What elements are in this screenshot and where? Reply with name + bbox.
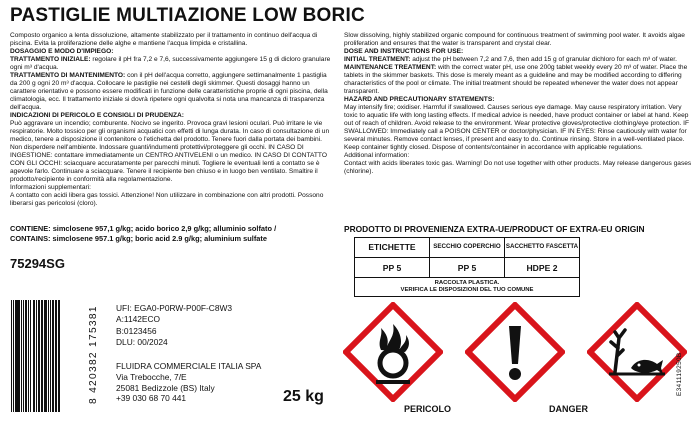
signal-word-italian: PERICOLO: [404, 404, 452, 414]
product-title: PASTIGLIE MULTIAZIONE LOW BORIC: [10, 5, 365, 26]
paragraph-lead: Informazioni supplementari:: [10, 184, 91, 191]
vertical-code: E341119250B: [676, 352, 683, 396]
recycling-value-labels: PP 5: [355, 258, 430, 277]
paragraph: [344, 32, 692, 48]
recycling-table: [354, 237, 580, 297]
paragraph-lead: Contact with acids liberates toxic gas. Warning! Do not use together with other products. May release dangerous gases (chlorine).: [344, 160, 692, 175]
paragraph-body: with the correct water pH, use one 200g tablet weekly every 20 m³ of water. Place the tablets in the skimmer baskets. This dose is merely meant as a guideline and may be modified according to differing characteristics of the pool or climate. The initial treatment should be repeated whenever the water does not appear transparent.: [344, 64, 688, 95]
paragraph-body: con il pH dell'acqua corretto, aggiungere settimanalmente 1 pastiglia da 200 g ogni 20 m³ d'acqua. Collocare le pastiglie nei cestelli degli skimmer. Questi dosaggi hanno un carattere orientativo e possono essere modificati in funzione delle caratteristiche proprie di ogni piscina, della climatologia, ecc. Il trattamento iniziale si dovrà ripetere ogni qualvolta si nota una mancanza di trasparenza dell'acqua.: [10, 72, 328, 111]
signal-word-english: DANGER: [549, 404, 589, 414]
recycling-header-bucket: SECCHIO COPERCHIO: [430, 238, 505, 257]
contents-statement: [10, 224, 332, 243]
company-city: 25081 Bedizzole (BS) Italy: [116, 382, 215, 393]
barcode-number: 8 420382 175381: [88, 305, 99, 404]
paragraph-lead: DOSAGGIO E MODO D'IMPIEGO:: [10, 48, 114, 55]
paragraph-lead: INITIAL TREATMENT:: [344, 56, 411, 63]
paragraph-lead: TRATTAMENTO DI MANTENIMENTO:: [10, 72, 126, 79]
paragraph-lead: A contatto con acidi libera gas tossici. Attenzione! Non utilizzare in combinazione con altri prodotti. Possono liberarsi gas pericolosi (cloro).: [10, 192, 324, 207]
paragraph-lead: Composto organico a lenta dissoluzione, altamente stabilizzato per il trattamento in continuo dell'acqua di piscina. Evita la proliferazione delle alghe e mantiene l'acqua limpida e cristallina.: [10, 32, 318, 47]
paragraph: [344, 152, 692, 160]
recycling-value-bag: HDPE 2: [526, 262, 558, 273]
paragraph-lead: DOSE AND INSTRUCTIONS FOR USE:: [344, 48, 464, 55]
ghs-oxidizer-pictogram: [343, 302, 443, 402]
company-name: FLUIDRA COMMERCIALE ITALIA SPA: [116, 361, 262, 371]
contents-italian: CONTIENE: simclosene 957,1 g/kg; acido borico 2,9 g/kg; alluminio solfato /: [10, 224, 277, 233]
paragraph: [10, 32, 332, 48]
paragraph: [10, 120, 332, 184]
paragraph: [10, 192, 332, 208]
paragraph-lead: Slow dissolving, highly stabilized organic compound for continuous treatment of swimming pool water. It avoids algae proliferation and ensures that the water is transparent and crystal clear.: [344, 32, 685, 47]
paragraph-lead: TRATTAMENTO INIZIALE:: [10, 56, 91, 63]
paragraph: [344, 56, 692, 64]
paragraph: [344, 64, 692, 96]
lot-b: B:0123456: [116, 325, 157, 336]
paragraph-lead: INDICAZIONI DI PERICOLO E CONSIGLI DI PRUDENZA:: [10, 112, 185, 119]
paragraph-lead: Additional information:: [344, 152, 410, 159]
product-code: 75294SG: [10, 256, 65, 271]
paragraph-body: regolare il pH fra 7,2 e 7,6, successivamente aggiungere 15 g di dicloro granulare ogni m³ d'acqua.: [10, 56, 331, 71]
recycling-header-bag: SACCHETTO FASCETTA: [505, 243, 579, 251]
lot-dlu: DLU: 00/2024: [116, 337, 168, 348]
italian-instructions: [10, 32, 332, 208]
recycling-note: [355, 278, 579, 296]
paragraph: [10, 56, 332, 72]
paragraph: [344, 104, 692, 152]
paragraph-lead: HAZARD AND PRECAUTIONARY STATEMENTS:: [344, 96, 495, 103]
paragraph: [10, 184, 332, 192]
paragraph: [344, 96, 692, 104]
paragraph: [344, 48, 692, 56]
company-street: Via Trebocche, 7/E: [116, 371, 187, 382]
recycling-note-line1: RACCOLTA PLASTICA.: [434, 280, 500, 286]
paragraph: [10, 112, 332, 120]
ghs-exclamation-pictogram: [465, 302, 565, 402]
paragraph-lead: May intensify fire; oxidiser. Harmful if swallowed. Causes serious eye damage. May cause respiratory irritation. Very toxic to aquatic life with long lasting effects. If medical advice is needed, have product container or label at hand. Keep out of reach of children. Avoid release to the environment. Wear protective gloves/protective clothing/eye protection. IF SWALLOWED: Immediately call a POISON CENTER or doctor/physician. IF IN EYES: Rinse cautiously with water for several minutes. Remove contact lenses, if present and easy to do. Continue rinsing. Store in a well-ventilated place. Keep container tightly closed. Dispose of contents/container in accordance with applicable regulations.: [344, 104, 690, 151]
net-weight: 25 kg: [283, 388, 324, 405]
paragraph-lead: Può aggravare un incendio; comburente. Nocivo se ingerito. Provoca gravi lesioni oculari. Può irritare le vie respiratorie. Molto tossico per gli organismi acquatici con effetti di lunga durata. In caso di consultazione di un medico, tenere a disposizione il contenitore o l'etichetta del prodotto. Tenere fuori dalla portata dei bambini. Non disperdere nell'ambiente. Indossare guanti/indumenti protettivi/proteggere gli occhi. IN CASO DI INGESTIONE: contattare immediatamente un CENTRO ANTIVELENI o un medico. IN CASO DI CONTATTO CON GLI OCCHI: sciacquare accuratamente per parecchi minuti. Togliere le eventuali lenti a contatto se è agevole farlo. Continuare a sciacquare. Tenere il recipiente ben chiuso e in luogo ben ventilato. Smaltire il prodotto/recipiente in conformità alla regolamentazione.: [10, 120, 330, 183]
contents-english: CONTAINS: simclosene 957.1 g/kg; boric acid 2.9 g/kg; aluminium sulfate: [10, 233, 267, 243]
recycling-header-labels: ETICHETTE: [355, 238, 430, 257]
paragraph: [10, 48, 332, 56]
origin-statement: PRODOTTO DI PROVENIENZA EXTRA-UE/PRODUCT OF EXTRA-EU ORIGIN: [344, 224, 645, 234]
lot-info: [116, 303, 232, 349]
lot-a: A:1142ECO: [116, 314, 161, 325]
company-phone: +39 030 68 70 441: [116, 393, 187, 404]
ghs-environment-pictogram: [587, 302, 687, 402]
barcode: [11, 300, 77, 412]
recycling-note-line2: VERIFICA LE DISPOSIZIONI DEL TUO COMUNE: [400, 287, 534, 293]
english-instructions: [344, 32, 692, 176]
paragraph-body: adjust the pH between 7,2 and 7,6, then add 15 g of granular dichloro for each m³ of water.: [410, 56, 677, 63]
paragraph: [10, 72, 332, 112]
company-address: [116, 361, 261, 404]
ufi-code: UFI: EGA0-P0RW-P00F-C8W3: [116, 303, 233, 313]
barcode-space: [60, 300, 61, 412]
paragraph-lead: MAINTENANCE TREATMENT:: [344, 64, 437, 71]
paragraph: [344, 160, 692, 176]
recycling-value-bucket: PP 5: [430, 258, 505, 277]
